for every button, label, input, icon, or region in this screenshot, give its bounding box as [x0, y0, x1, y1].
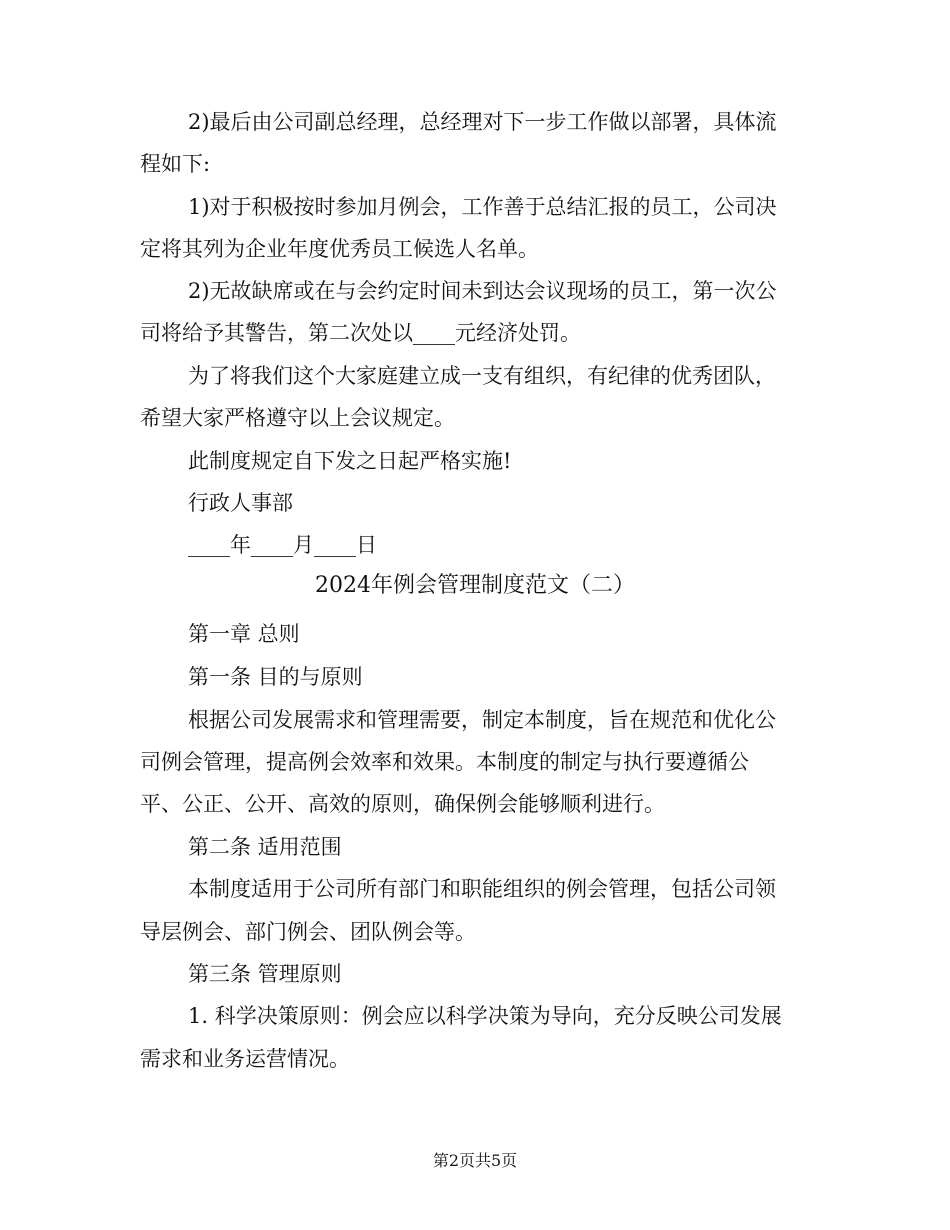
section-title: 2024年例会管理制度范文（二） [315, 573, 635, 598]
paragraph-line: 司例会管理，提高例会效率和效果。本制度的制定与执行要遵循公 [140, 750, 749, 774]
article-heading: 第一条 目的与原则 [188, 665, 363, 689]
paragraph-line: 根据公司发展需求和管理需要，制定本制度，旨在规范和优化公 [188, 708, 776, 732]
paragraph-line: 需求和业务运营情况。 [140, 1047, 350, 1071]
paragraph-line: 程如下: [140, 152, 211, 176]
paragraph-line: 希望大家严格遵守以上会议规定。 [140, 406, 455, 430]
paragraph-line: 本制度适用于公司所有部门和职能组织的例会管理，包括公司领 [188, 877, 776, 901]
chapter-heading: 第一章 总则 [188, 622, 300, 646]
signature-date: ____年____月____日 [188, 533, 377, 557]
paragraph-line: 此制度规定自下发之日起严格实施! [188, 449, 512, 473]
signature-department: 行政人事部 [188, 491, 293, 515]
paragraph-line: 2)最后由公司副总经理，总经理对下一步工作做以部署，具体流 [188, 110, 777, 134]
page-number-footer: 第2页共5页 [432, 1151, 518, 1170]
paragraph-line: 1. 科学决策原则：例会应以科学决策为导向，充分反映公司发展 [188, 1004, 782, 1028]
paragraph-line: 平、公正、公开、高效的原则，确保例会能够顺利进行。 [140, 792, 665, 816]
paragraph-line: 1)对于积极按时参加月例会，工作善于总结汇报的员工，公司决 [188, 195, 777, 219]
paragraph-line: 导层例会、部门例会、团队例会等。 [140, 920, 476, 944]
paragraph-line: 定将其列为企业年度优秀员工候选人名单。 [140, 237, 539, 261]
paragraph-line: 2)无故缺席或在与会约定时间未到达会议现场的员工，第一次公 [188, 279, 777, 303]
paragraph-line: 为了将我们这个大家庭建立成一支有组织，有纪律的优秀团队， [188, 364, 776, 388]
paragraph-line: 司将给予其警告，第二次处以____元经济处罚。 [140, 321, 581, 345]
article-heading: 第二条 适用范围 [188, 835, 342, 859]
article-heading: 第三条 管理原则 [188, 962, 342, 986]
